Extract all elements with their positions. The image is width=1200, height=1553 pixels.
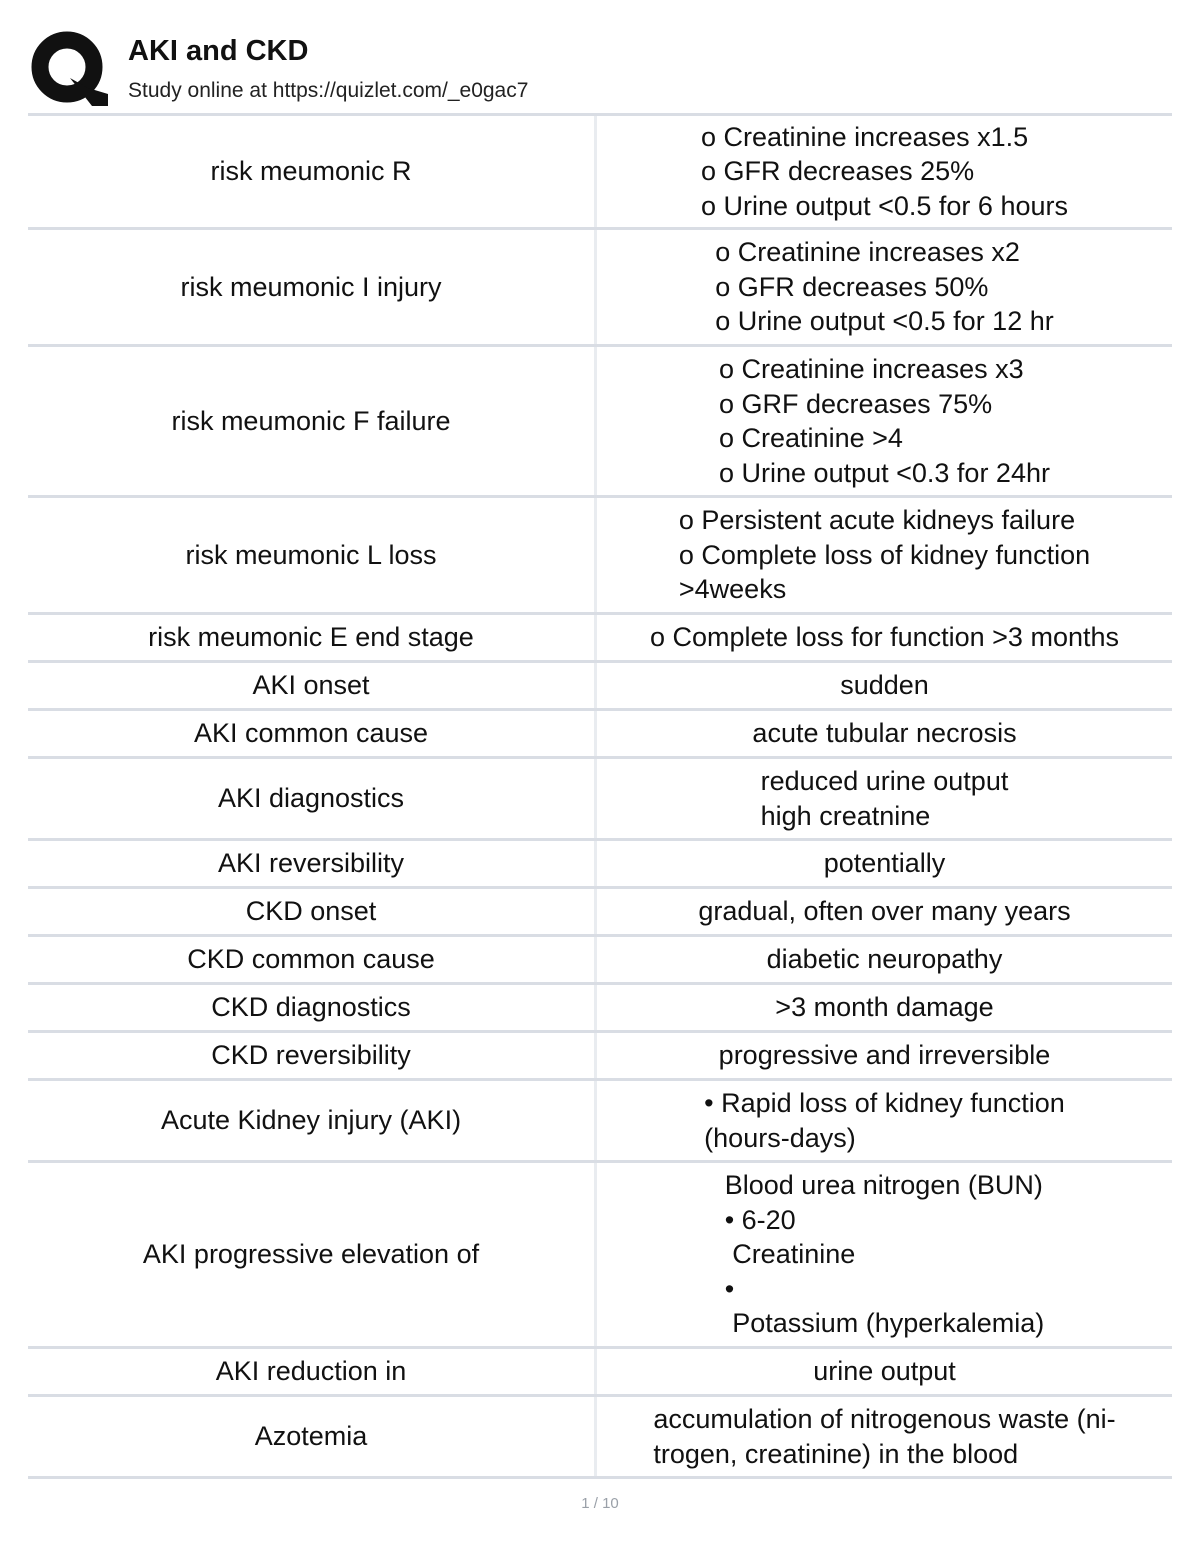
card-definition [597,889,1172,934]
page-header [30,28,1180,108]
quizlet-q-logo-icon [30,30,108,108]
card-term: risk meumonic L loss [28,498,597,612]
card-definition [597,711,1172,756]
card-term: AKI progressive elevation of [28,1163,597,1346]
study-online-link[interactable]: Study online at https://quizlet.com/_e0gac7 [128,79,529,102]
definition-line: high creatnine [760,800,931,831]
definition-line: progressive and irreversible [718,1040,1051,1071]
definition-line: o Creatinine increases x3 [719,354,1024,384]
definition-line: Creatinine [724,1239,856,1270]
definition-line: reduced urine output [760,766,1009,796]
card-row [28,937,1172,985]
definition-line: urine output [813,1356,956,1387]
flashcard-table [28,113,1172,1479]
card-term: CKD diagnostics [28,985,597,1030]
definition-line: o Urine output <0.3 for 24hr [719,457,1050,488]
card-row [28,663,1172,711]
card-term: AKI diagnostics [28,759,597,838]
card-term: CKD onset [28,889,597,934]
definition-line: o Urine output <0.5 for 12 hr [715,306,1054,337]
card-row [28,1349,1172,1397]
card-row [28,711,1172,759]
card-definition [597,1163,1172,1346]
definition-line: o Persistent acute kidneys failure [678,505,1076,536]
card-row [28,759,1172,841]
card-row [28,498,1172,615]
definition-line: acute tubular necrosis [752,718,1017,749]
card-term: CKD reversibility [28,1033,597,1078]
card-row [28,1397,1172,1479]
card-definition [597,841,1172,886]
definition-line: (hours-days) [704,1122,856,1153]
card-term: AKI reversibility [28,841,597,886]
definition-line: >3 month damage [775,992,994,1023]
card-term: risk meumonic R [28,116,597,227]
card-row [28,889,1172,937]
card-definition [597,1081,1172,1160]
card-row [28,841,1172,889]
definition-line: gradual, often over many years [698,896,1071,927]
definition-line: o GRF decreases 75% [719,388,993,419]
card-definition [597,937,1172,982]
card-definition [597,347,1172,495]
card-row [28,347,1172,498]
card-term: risk meumonic I injury [28,230,597,344]
card-definition [597,1033,1172,1078]
card-definition [597,230,1172,344]
definition-line: accumulation of nitrogenous waste (ni- [653,1404,1116,1434]
definition-line: o Creatinine increases x2 [715,237,1020,268]
card-definition [597,116,1172,227]
card-term: risk meumonic F failure [28,347,597,495]
card-row [28,1163,1172,1349]
definition-line: o Creatinine >4 [719,423,903,453]
card-definition [597,663,1172,708]
definition-line: Potassium (hyperkalemia) [724,1308,1045,1339]
definition-line: o Urine output <0.5 for 6 hours [701,190,1068,221]
card-definition [597,985,1172,1030]
definition-line: • Rapid loss of kidney function [704,1088,1065,1118]
card-definition [597,1349,1172,1394]
card-definition [597,498,1172,612]
card-row [28,230,1172,347]
definition-line: o Complete loss of kidney function [678,539,1091,570]
card-row [28,1033,1172,1081]
card-term: CKD common cause [28,937,597,982]
card-definition [597,759,1172,838]
card-definition [597,615,1172,660]
card-term: risk meumonic E end stage [28,615,597,660]
card-row [28,615,1172,663]
card-row [28,1081,1172,1163]
card-definition [597,1397,1172,1476]
card-term: AKI onset [28,663,597,708]
card-row [28,985,1172,1033]
page-title: AKI and CKD [128,35,309,67]
definition-line: >4weeks [678,574,787,605]
definition-line: trogen, creatinine) in the blood [653,1438,1019,1469]
definition-line: sudden [840,670,929,701]
definition-line: o Creatinine increases x1.5 [701,121,1029,152]
card-term: AKI reduction in [28,1349,597,1394]
definition-line: • 6-20 [724,1204,796,1235]
card-term: Acute Kidney injury (AKI) [28,1081,597,1160]
definition-line: Blood urea nitrogen (BUN) [724,1170,1043,1201]
definition-line: o GFR decreases 25% [701,156,975,187]
definition-line: diabetic neuropathy [766,944,1003,975]
card-term: AKI common cause [28,711,597,756]
definition-line: o Complete loss for function >3 months [650,622,1119,653]
card-term: Azotemia [28,1397,597,1476]
definition-line: o GFR decreases 50% [715,271,989,302]
card-row [28,113,1172,230]
definition-line: • [724,1273,735,1304]
definition-line: potentially [823,848,946,879]
page-indicator: 1 / 10 [581,1495,619,1512]
